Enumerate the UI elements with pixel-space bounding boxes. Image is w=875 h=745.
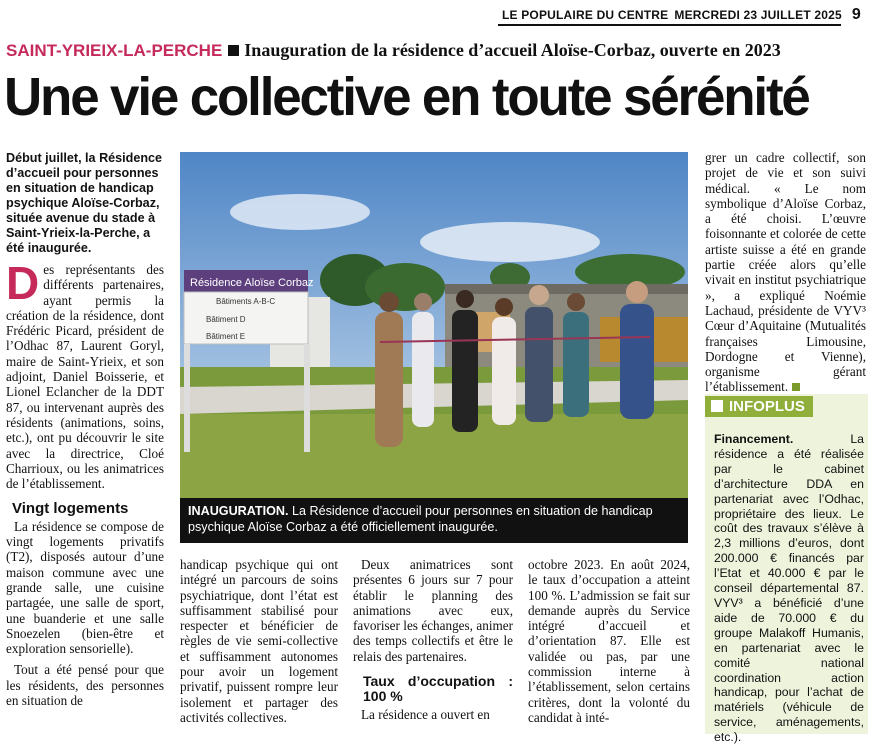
article-column-3 [353,557,513,722]
article-column-2 [180,557,338,725]
paragraph-7: octobre 2023. En août 2024, le taux d’occupation a atteint 100 %. L’admission se fait sur demande auprès du Service intégré d’accueil et d’orientation 87. Elle est validée ou pas, par une commission interne à l’établissement, selon certains critères, dont la volonté du candidat à inté- [528,557,690,725]
paragraph-4: handicap psychique qui ont intégré un parcours de soins psychiatrique, dont l’état est suffisamment stabilisé pour respecter et bénéficier de règles de vie semi-collective et suffisamment autonomes pour avoir un logement privatif, puissent rompre leur isolement et partager des activités collectives. [180,557,338,725]
caption-text: La Résidence d’accueil pour personnes en situation de handicap psychique Aloïse Corbaz a été officiellement inaugurée. [188,504,653,534]
paragraph-3: Tout a été pensé pour que les résidents, des personnes en situation de [6,662,164,709]
infoplus-text [714,432,864,745]
kicker-subtitle: Inauguration de la résidence d’accueil Aloïse-Corbaz, ouverte en 2023 [244,40,781,60]
paragraph-8 [705,150,866,395]
infoplus-lead: Financement. [714,432,794,446]
paragraph-8-text: grer un cadre collectif, son projet de vie et son suivi médical. « Le nom symbolique d’Aloïse Corbaz, a été choisi. L’œuvre foisonnante et colorée de cette artiste suisse a été en grande partie créée alors qu’elle vivait en institut psychiatrique », a expliqué Noémie Lachaud, présidente de VYV³ Cœur d’Aquitaine (Mutualités françaises Limousine, Dordogne et Vienne), organisme gérant l’établissement. [705,150,866,395]
kicker-location: SAINT-YRIEIX-LA-PERCHE [6,41,223,60]
photo-caption [180,498,688,543]
caption-label: INAUGURATION. [188,504,289,518]
kicker [6,40,871,61]
paragraph-6: La résidence a ouvert en [361,706,490,722]
paragraph-1 [6,257,164,492]
end-square-icon [792,383,800,391]
sign-row-2: Bâtiment D [206,315,246,324]
paragraph-2: La résidence se compose de vingt logements privatifs (T2), disposés autour d’une maison commune avec une grande salle, une cuisine partagée, une salle de sport, une buanderie et une salle Snoezelen (bien-être et exploration sensorielle). [6,518,164,657]
infoplus-header [705,394,866,418]
sign-row-1: Bâtiments A-B-C [216,297,276,306]
square-bullet-icon [228,45,239,56]
masthead [502,6,861,24]
newspaper-name: LE POPULAIRE DU CENTRE [501,8,669,22]
infoplus-title: INFOPLUS [729,397,805,415]
article-lead: Début juillet, la Résidence d’accueil pour personnes en situation de handicap psychique Aloïse-Corbaz, située avenue du stade à Saint-Yrieix-la-Perche, a été inaugurée. [6,151,163,255]
infoplus-body: La résidence a été réalisée par le cabinet d’architecture DDA en partenariat avec l’Odhac, propriétaire des lieux. Le coût des travaux s’élève à 2,3 millions d’euros, dont 200.000 € financés par l’Etat et 40.000 € par le conseil départemental 87. VYV³ a bénéficié d’une aide de 70.000 € du groupe Malakoff Humanis, en partenariat avec le comité national coordination action handicap, pour l’achat de matériels (véhicule de service, aménagements, etc.). [714,432,864,745]
paragraph-1-text: es représentants des différents partenaires, ayant permis la création de la résidence, dont Frédéric Picard, président de l’Odhac 87, Laurent Goryl, maire de Saint-Yrieix, et son adjoint, Daniel Boisserie, et Lionel Eclancher de la DDT 87, ou intervenant auprès des résidents (animations, soins, etc.), ont pu découvrir le site avec la directrice, Cloé Charrioux, ou les animatrices de l’établissement. [6,262,164,492]
subhead-logements: Vingt logements [12,500,129,518]
infoplus-tag [705,396,813,417]
article-column-5 [705,150,866,395]
paragraph-5: Deux animatrices sont présentes 6 jours sur 7 pour établir le planning des animations avec eux, favoriser les échanges, animer des temps collectifs et être le relais des partenaires. [353,557,513,664]
inauguration-photo [180,152,688,498]
subhead-occupation: Taux d’occupation : 100 % [363,673,513,705]
sign-row-3: Bâtiment E [206,332,246,341]
page-number: 9 [851,6,861,23]
article-column-4 [528,557,690,725]
headline: Une vie collective en toute sérénité [4,67,809,127]
square-icon [711,400,723,412]
issue-date: MERCREDI 23 JUILLET 2025 [674,8,842,22]
drop-cap: D [6,257,40,309]
masthead-rule [498,24,841,26]
article-column-1 [6,257,164,709]
sign-title: Résidence Aloïse Corbaz [190,277,314,289]
